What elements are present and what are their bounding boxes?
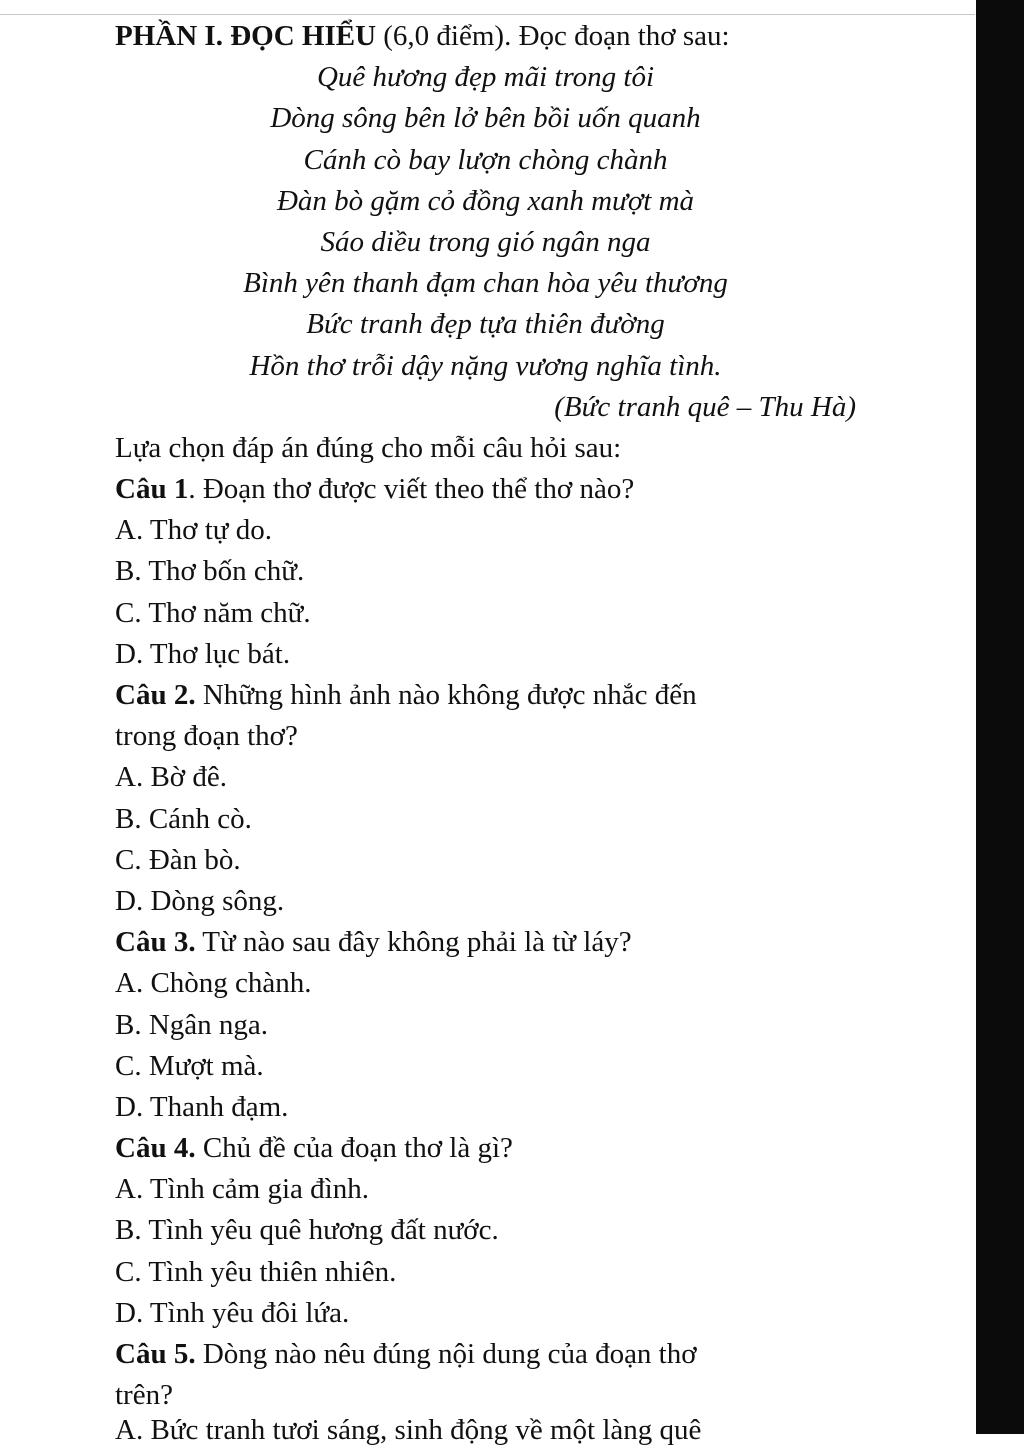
- question-2: [115, 675, 885, 922]
- question-stem: [115, 1334, 885, 1375]
- page-top-border: [0, 14, 975, 15]
- poem-line: Sáo diều trong gió ngân nga: [320, 225, 651, 258]
- answer-option-a: A. Tình cảm gia đình.: [115, 1173, 369, 1206]
- answer-option-b: B. Tình yêu quê hương đất nước.: [115, 1214, 499, 1247]
- question-number: Câu 1: [115, 473, 189, 506]
- answer-option-b: B. Cánh cò.: [115, 802, 252, 835]
- poem-source: (Bức tranh quê – Thu Hà): [554, 390, 856, 423]
- question-number: Câu 4.: [115, 1132, 196, 1165]
- answer-option-c: C. Mượt mà.: [115, 1049, 264, 1082]
- section-heading-bold: PHẦN I. ĐỌC HIỂU: [115, 20, 377, 52]
- question-text: Chủ đề của đoạn thơ là gì?: [195, 1132, 513, 1165]
- question-stem: [115, 469, 885, 510]
- question-stem: [115, 922, 885, 963]
- question-text: Từ nào sau đây không phải là từ láy?: [195, 926, 632, 959]
- poem-line: Dòng sông bên lở bên bồi uốn quanh: [270, 102, 701, 135]
- answer-option-d: D. Thơ lục bát.: [115, 637, 291, 670]
- poem-line: Cánh cò bay lượn chòng chành: [303, 143, 668, 176]
- section-heading-rest: (6,0 điểm). Đọc đoạn thơ sau:: [376, 20, 730, 52]
- question-4: [115, 1128, 885, 1334]
- answer-option-b: B. Thơ bốn chữ.: [115, 555, 305, 588]
- question-stem: [115, 675, 885, 716]
- question-number: Câu 5.: [115, 1338, 196, 1370]
- question-text-continued: trong đoạn thơ?: [115, 720, 298, 753]
- document-page: [115, 16, 885, 1416]
- section-heading: [115, 16, 885, 57]
- poem-line: Bức tranh đẹp tựa thiên đường: [306, 308, 665, 341]
- answer-option-c: C. Thơ năm chữ.: [115, 596, 311, 629]
- answer-option-d: D. Thanh đạm.: [115, 1090, 289, 1123]
- answer-option-a: A. Chòng chành.: [115, 967, 312, 1000]
- question-text: Dòng nào nêu đúng nội dung của đoạn thơ: [195, 1338, 697, 1370]
- question-3: [115, 922, 885, 1128]
- poem-line: Hồn thơ trỗi dậy nặng vương nghĩa tình.: [249, 349, 722, 382]
- answer-option-b: B. Ngân nga.: [115, 1008, 269, 1041]
- answer-option-a-cut-off: A. Bức tranh tươi sáng, sinh động về một làng quê: [115, 1414, 702, 1446]
- question-number: Câu 3.: [115, 926, 196, 959]
- poem: [115, 57, 885, 428]
- instruction: Lựa chọn đáp án đúng cho mỗi câu hỏi sau:: [115, 431, 622, 464]
- question-text-continued: trên?: [115, 1379, 173, 1412]
- answer-option-a: A. Thơ tự do.: [115, 514, 272, 547]
- poem-line: Bình yên thanh đạm chan hòa yêu thương: [243, 267, 728, 300]
- poem-line: Đàn bò gặm cỏ đồng xanh mượt mà: [276, 184, 695, 217]
- answer-option-a: A. Bờ đê.: [115, 761, 227, 794]
- question-stem: [115, 1128, 885, 1169]
- question-text: . Đoạn thơ được viết theo thể thơ nào?: [188, 473, 635, 506]
- poem-line: Quê hương đẹp mãi trong tôi: [316, 61, 655, 94]
- question-number: Câu 2.: [115, 679, 196, 711]
- answer-option-c: C. Tình yêu thiên nhiên.: [115, 1255, 397, 1288]
- question-5: [115, 1334, 885, 1416]
- question-text: Những hình ảnh nào không được nhắc đến: [195, 679, 697, 711]
- answer-option-d: D. Dòng sông.: [115, 884, 285, 917]
- window-dark-edge: [976, 0, 1024, 1434]
- answer-option-d: D. Tình yêu đôi lứa.: [115, 1296, 350, 1329]
- answer-option-c: C. Đàn bò.: [115, 843, 241, 876]
- question-1: [115, 469, 885, 675]
